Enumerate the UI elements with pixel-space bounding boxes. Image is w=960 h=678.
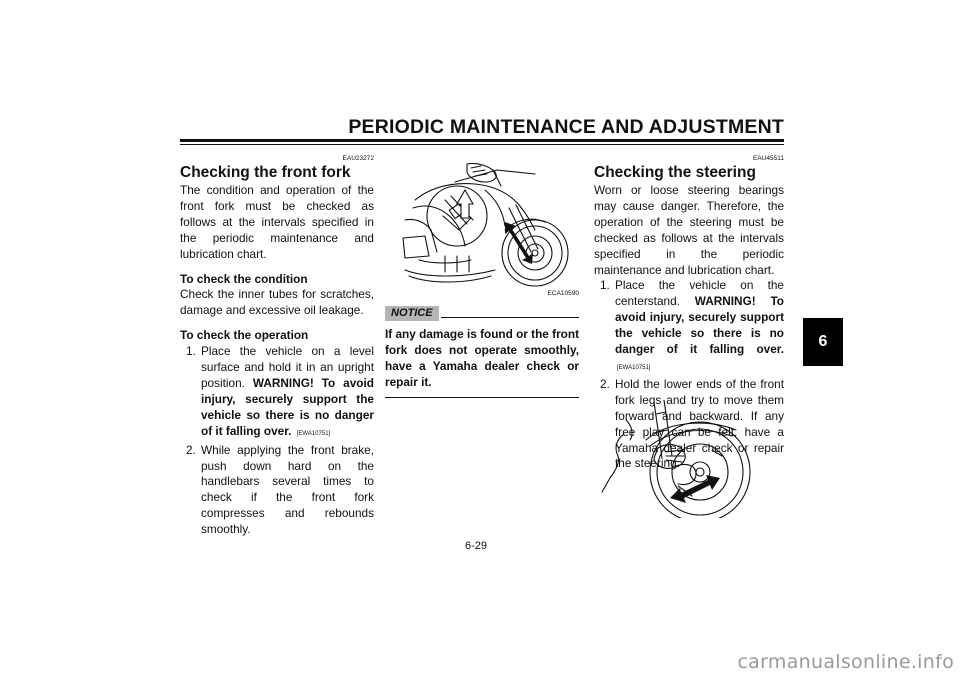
section-heading-front-fork: Checking the front fork <box>180 164 351 181</box>
watermark[interactable]: carmanualsonline.info <box>737 651 954 673</box>
section-reference-code: EAU45511 <box>753 155 784 162</box>
section-heading-steering: Checking the steering <box>594 164 756 181</box>
condition-text: Check the inner tubes for scratches, damage and excessive oil leakage. <box>180 287 374 318</box>
middle-column <box>385 160 579 398</box>
subheading-condition: To check the condition <box>180 271 308 286</box>
warning-text: WARNING! To avoid injury, securely support the vehicle so there is no danger of it falling over. <box>201 375 374 438</box>
warning-code: [EWA10751] <box>296 430 331 437</box>
warning-code: [EWA10751] <box>617 364 651 371</box>
figure-code: ECA10590 <box>547 290 579 298</box>
step-number: 1. <box>600 278 610 293</box>
notice-rule <box>441 317 579 318</box>
steering-check-illustration <box>596 400 792 518</box>
step-number: 1. <box>186 344 196 359</box>
notice-header <box>385 306 579 322</box>
page-number: 6-29 <box>465 540 488 552</box>
step-text: Place the vehicle on the centerstand. <box>615 278 784 309</box>
warning-text: WARNING! To avoid injury, securely support the vehicle so there is no danger of it falling over. <box>615 294 784 357</box>
section-reference-code: EAU23272 <box>342 155 374 162</box>
subheading-operation: To check the operation <box>180 328 309 343</box>
step-item <box>594 278 784 376</box>
step-text: Hold the lower ends of the front fork legs and try to move them forward and backward. If any free play can be felt, have a Yamaha dealer check or repair the steering. <box>615 376 784 471</box>
header-rule-thin <box>180 144 784 145</box>
operation-steps <box>180 344 374 538</box>
chapter-tab-number: 6 <box>818 333 828 350</box>
steering-fork-illustration <box>596 400 792 518</box>
left-column <box>180 154 374 538</box>
notice-end-rule <box>385 397 579 398</box>
notice-badge: NOTICE <box>385 306 439 321</box>
step-item <box>180 344 374 442</box>
step-number: 2. <box>186 442 196 457</box>
motorcycle-front-illustration <box>385 160 579 290</box>
step-text: Place the vehicle on a level surface and hold it in an upright position. <box>201 344 374 390</box>
chapter-tab[interactable] <box>803 318 843 366</box>
section-intro: Worn or loose steering bearings may cause danger. Therefore, the operation of the steering must be checked as follows at the intervals specified in the periodic maintenance and lubrication chart. <box>594 183 784 277</box>
step-text: While applying the front brake, push down hard on the handlebars several times to check if the front fork compresses and rebounds smoothly. <box>201 442 374 537</box>
page-header-title: PERIODIC MAINTENANCE AND ADJUSTMENT <box>348 116 784 138</box>
header-rule-thick <box>180 139 784 142</box>
notice-text: If any damage is found or the front fork does not operate smoothly, have a Yamaha dealer check or repair it. <box>385 327 580 389</box>
step-number: 2. <box>600 376 610 391</box>
section-intro: The condition and operation of the front fork must be checked as follows at the intervals specified in the periodic maintenance and lubrication chart. <box>180 183 374 261</box>
front-fork-illustration <box>385 160 579 298</box>
step-item <box>180 443 374 538</box>
